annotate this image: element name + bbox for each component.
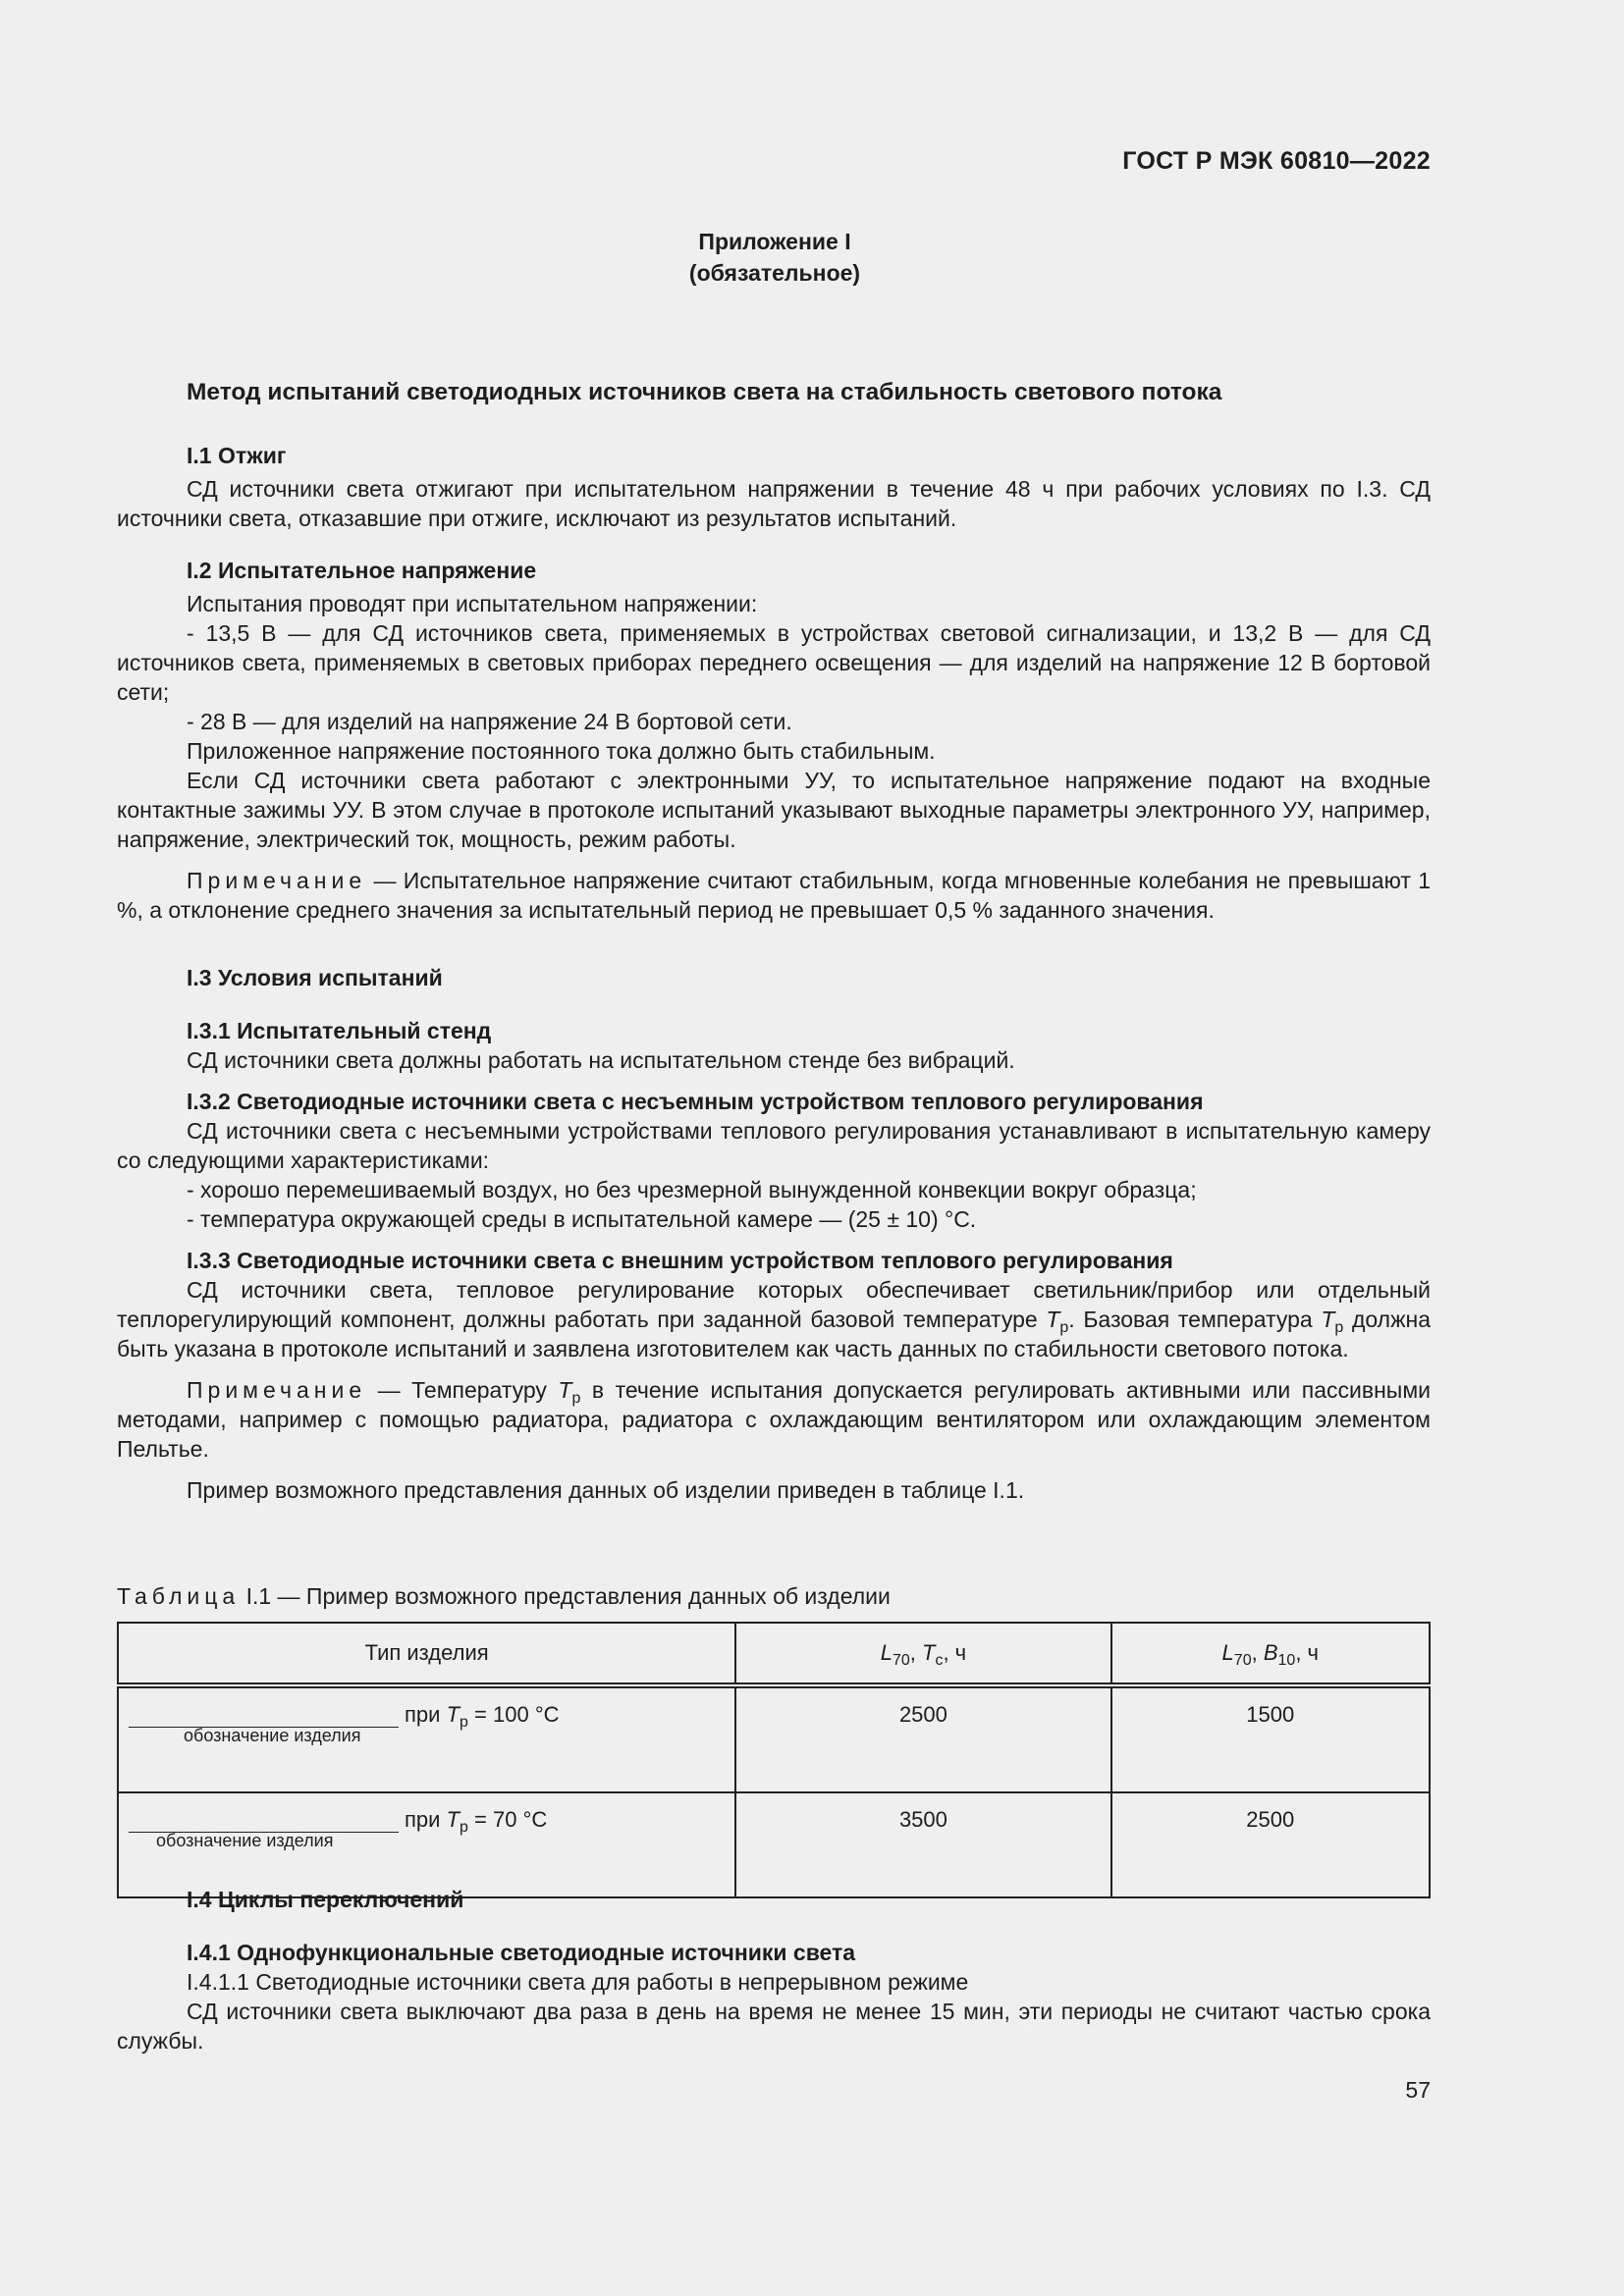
paragraph: СД источники света отжигают при испытательном напряжении в течение 48 ч при рабочих условиях по I.3. СД источники света, отказавшие при отжиге, исключают из результатов испытаний. [117, 476, 1431, 531]
header-cell-l70-tc: $L_{70}$, $T_с$, ч [735, 1623, 1110, 1685]
section-i2 [117, 556, 1431, 925]
product-data-table [117, 1622, 1431, 1898]
blank-line [129, 1705, 399, 1728]
appendix-status: (обязательное) [688, 260, 861, 286]
section-heading: I.2 Испытательное напряжение [187, 558, 537, 583]
note: Примечание — Температуру $T_р$ в течение испытания допускается регулировать активными или пассивными методами, например с помощью радиатора, радиатора с охлаждающим вентилятором или охлаждающим элементом Пельтье. [117, 1377, 1431, 1462]
value-cell: 3500 [735, 1792, 1110, 1897]
note-label: Примечание [187, 868, 367, 893]
section-heading: I.3 Условия испытаний [187, 965, 443, 990]
subsection-heading: I.3.3 Светодиодные источники света с внешним устройством теплового регулирования [187, 1248, 1173, 1273]
appendix-title: Метод испытаний светодиодных источников света на стабильность светового потока [187, 379, 1222, 405]
list-item: - температура окружающей среды в испытательной камере — (25 ± 10) °С. [187, 1206, 977, 1232]
list-item: - хорошо перемешиваемый воздух, но без чрезмерной вынужденной конвекции вокруг образца; [187, 1177, 1197, 1202]
product-type-cell: при $T_р = 100$ °С обозначение изделия [118, 1685, 735, 1792]
paragraph: Испытания проводят при испытательном напряжении: [187, 591, 758, 616]
section-i4 [117, 1885, 1431, 2056]
header-cell-type: Тип изделия [118, 1623, 735, 1685]
paragraph: СД источники света должны работать на испытательном стенде без вибраций. [187, 1047, 1015, 1073]
blank-caption: обозначение изделия [156, 1831, 334, 1850]
value-cell: 1500 [1111, 1685, 1430, 1792]
blank-caption: обозначение изделия [184, 1726, 361, 1745]
section-heading: I.4 Циклы переключений [187, 1887, 464, 1912]
section-i1 [117, 441, 1431, 533]
subsubsection-heading: I.4.1.1 Светодиодные источники света для работы в непрерывном режиме [187, 1969, 969, 1995]
document-code: ГОСТ Р МЭК 60810—2022 [1122, 147, 1431, 175]
list-item: - 13,5 В — для СД источников света, применяемых в устройствах световой сигнализации, и 13,2 В — для СД источников света, применяемых в световых приборах переднего освещения — для изделий на напряжение 12 В бортовой сети; [117, 620, 1431, 705]
subsection-heading: I.4.1 Однофункциональные светодиодные источники света [187, 1940, 856, 1965]
table-caption [117, 1581, 1431, 1611]
table-container [117, 1622, 1431, 1898]
header-cell-l70-b10: $L_{70}$, $B_{10}$, ч [1111, 1623, 1430, 1685]
paragraph: Приложенное напряжение постоянного тока должно быть стабильным. [187, 738, 936, 764]
paragraph: СД источники света, тепловое регулирование которых обеспечивает светильник/прибор или отдельный теплорегулирующий компонент, должны работать при заданной базовой температуре $T_р$. Базовая температура $T_р$ должна быть указана в протоколе испытаний и заявлена изготовителем как часть данных по стабильности светового потока. [117, 1277, 1431, 1362]
table-header-row [118, 1623, 1430, 1685]
appendix-heading [0, 226, 1549, 289]
table-caption-text: I.1 — Пример возможного представления данных об изделии [240, 1583, 891, 1609]
page-number: 57 [1405, 2077, 1431, 2103]
table-caption-label: Таблица [117, 1583, 241, 1609]
section-i3 [117, 963, 1431, 1505]
paragraph: Если СД источники света работают с электронными УУ, то испытательное напряжение подают на входные контактные зажимы УУ. В этом случае в протоколе испытаний указывают выходные параметры электронного УУ, например, напряжение, электрический ток, мощность, режим работы. [117, 768, 1431, 852]
paragraph: Пример возможного представления данных об изделии приведен в таблице I.1. [187, 1477, 1025, 1503]
note [117, 866, 1431, 925]
value-cell: 2500 [735, 1685, 1110, 1792]
subsection-heading: I.3.2 Светодиодные источники света с несъемным устройством теплового регулирования [187, 1089, 1204, 1114]
appendix-label: Приложение I [698, 229, 851, 254]
section-heading: I.1 Отжиг [187, 443, 287, 468]
note-label: Примечание [187, 1377, 367, 1403]
note-text: — Испытательное напряжение считают стабильным, когда мгновенные колебания не превышают 1 %, а отклонение среднего значения за испытательный период не превышает 0,5 % заданного значения. [117, 868, 1431, 923]
blank-line [129, 1810, 399, 1833]
value-cell: 2500 [1111, 1792, 1430, 1897]
table-row [118, 1792, 1430, 1897]
paragraph: СД источники света с несъемными устройствами теплового регулирования устанавливают в испытательную камеру со следующими характеристиками: [117, 1118, 1431, 1173]
table-row [118, 1685, 1430, 1792]
subsection-heading: I.3.1 Испытательный стенд [187, 1018, 492, 1043]
product-type-cell: при $T_р = 70$ °С обозначение изделия [118, 1792, 735, 1897]
list-item: - 28 В — для изделий на напряжение 24 В бортовой сети. [187, 709, 792, 734]
paragraph: СД источники света выключают два раза в день на время не менее 15 мин, эти периоды не считают частью срока службы. [117, 1999, 1431, 2054]
